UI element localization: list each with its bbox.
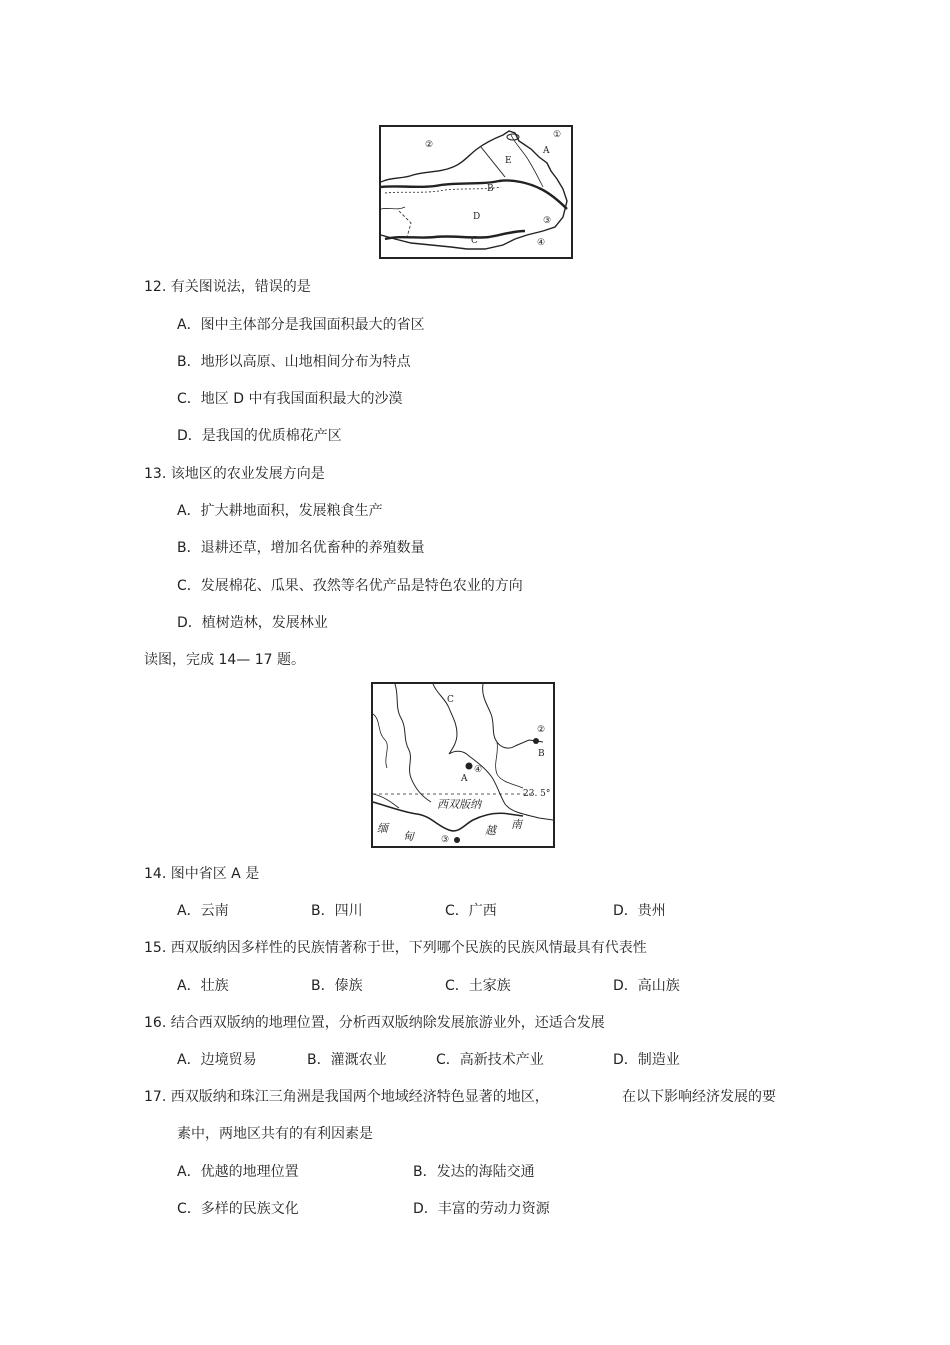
map-xinjiang: [379, 125, 573, 259]
map2-label-nan: 南: [511, 818, 522, 831]
map2-label-dian: 甸: [403, 830, 414, 843]
q14-option-d[interactable]: D．贵州: [613, 903, 666, 919]
q15-option-d[interactable]: D．高山族: [613, 978, 680, 994]
map-xinjiang-drawing: [381, 127, 571, 257]
q13-stem: 13. 该地区的农业发展方向是: [144, 466, 325, 482]
q12-option-c[interactable]: C．地区 D 中有我国面积最大的沙漠: [177, 391, 403, 407]
map2-label-mian: 缅: [377, 822, 388, 835]
q14-option-b[interactable]: B．四川: [311, 903, 363, 919]
q16-option-c[interactable]: C．高新技术产业: [436, 1052, 544, 1068]
q17-stem-part1: 17. 西双版纳和珠江三角洲是我国两个地域经济特色显著的地区，: [144, 1089, 549, 1105]
map1-label-4: ④: [537, 238, 546, 248]
q17-stem-line2: 素中，两地区共有的有利因素是: [177, 1126, 373, 1142]
map2-label-2: ②: [537, 725, 546, 735]
map1-label-2: ②: [425, 140, 434, 150]
q15-option-a[interactable]: A．壮族: [177, 978, 229, 994]
q14-stem: 14. 图中省区 A 是: [144, 866, 260, 882]
q16-option-b[interactable]: B．灌溉农业: [307, 1052, 387, 1068]
map2-city-dot-c: [454, 837, 460, 843]
map2-label-yue: 越: [485, 824, 496, 837]
q16-stem: 16. 结合西双版纳的地理位置，分析西双版纳除发展旅游业外，还适合发展: [144, 1015, 605, 1031]
q13-option-d[interactable]: D．植树造林，发展林业: [177, 615, 328, 631]
map-yunnan: [371, 682, 555, 848]
map1-label-c: C: [471, 236, 478, 246]
q13-option-b[interactable]: B．退耕还草，增加名优畜种的养殖数量: [177, 540, 425, 556]
q13-option-a[interactable]: A．扩大耕地面积，发展粮食生产: [177, 503, 383, 519]
q17-option-c[interactable]: C．多样的民族文化: [177, 1201, 299, 1217]
map1-label-e: E: [505, 156, 512, 166]
map2-label-b: B: [538, 749, 545, 759]
q12-option-a[interactable]: A．图中主体部分是我国面积最大的省区: [177, 317, 425, 333]
q15-option-c[interactable]: C．土家族: [445, 978, 511, 994]
map1-label-1: ①: [553, 130, 562, 140]
q12-stem: 12. 有关图说法，错误的是: [144, 279, 311, 295]
q17-option-d[interactable]: D．丰富的劳动力资源: [413, 1201, 550, 1217]
map2-label-3: ③: [441, 835, 450, 845]
q15-option-b[interactable]: B．傣族: [311, 978, 363, 994]
q17-option-a[interactable]: A．优越的地理位置: [177, 1164, 299, 1180]
map2-label-a: A: [461, 774, 468, 784]
map2-city-dot-b: [533, 738, 539, 744]
q17-stem-part2: 在以下影响经济发展的要: [622, 1089, 776, 1105]
q13-option-c[interactable]: C．发展棉花、瓜果、孜然等名优产品是特色农业的方向: [177, 578, 523, 594]
map1-label-b: B: [487, 184, 494, 194]
q16-option-d[interactable]: D．制造业: [613, 1052, 680, 1068]
map2-label-xishuangbanna: 西双版纳: [437, 798, 481, 811]
map1-label-d: D: [473, 212, 481, 222]
map2-label-4: ④: [474, 765, 483, 775]
map1-label-3: ③: [543, 216, 552, 226]
q14-option-a[interactable]: A．云南: [177, 903, 229, 919]
map-yunnan-drawing: [373, 684, 553, 846]
map2-label-c: C: [447, 695, 454, 705]
section-intro: 读图，完成 14— 17 题。: [144, 652, 305, 668]
q14-option-c[interactable]: C．广西: [445, 903, 497, 919]
q16-option-a[interactable]: A．边境贸易: [177, 1052, 257, 1068]
q12-option-b[interactable]: B．地形以高原、山地相间分布为特点: [177, 354, 411, 370]
q17-option-b[interactable]: B．发达的海陆交通: [413, 1164, 535, 1180]
map1-label-a: A: [543, 146, 550, 156]
q15-stem: 15. 西双版纳因多样性的民族情著称于世，下列哪个民族的民族风情最具有代表性: [144, 940, 647, 956]
q12-option-d[interactable]: D．是我国的优质棉花产区: [177, 428, 342, 444]
map2-label-lat: 23. 5°: [523, 789, 551, 799]
map2-city-dot-a: [466, 763, 473, 770]
